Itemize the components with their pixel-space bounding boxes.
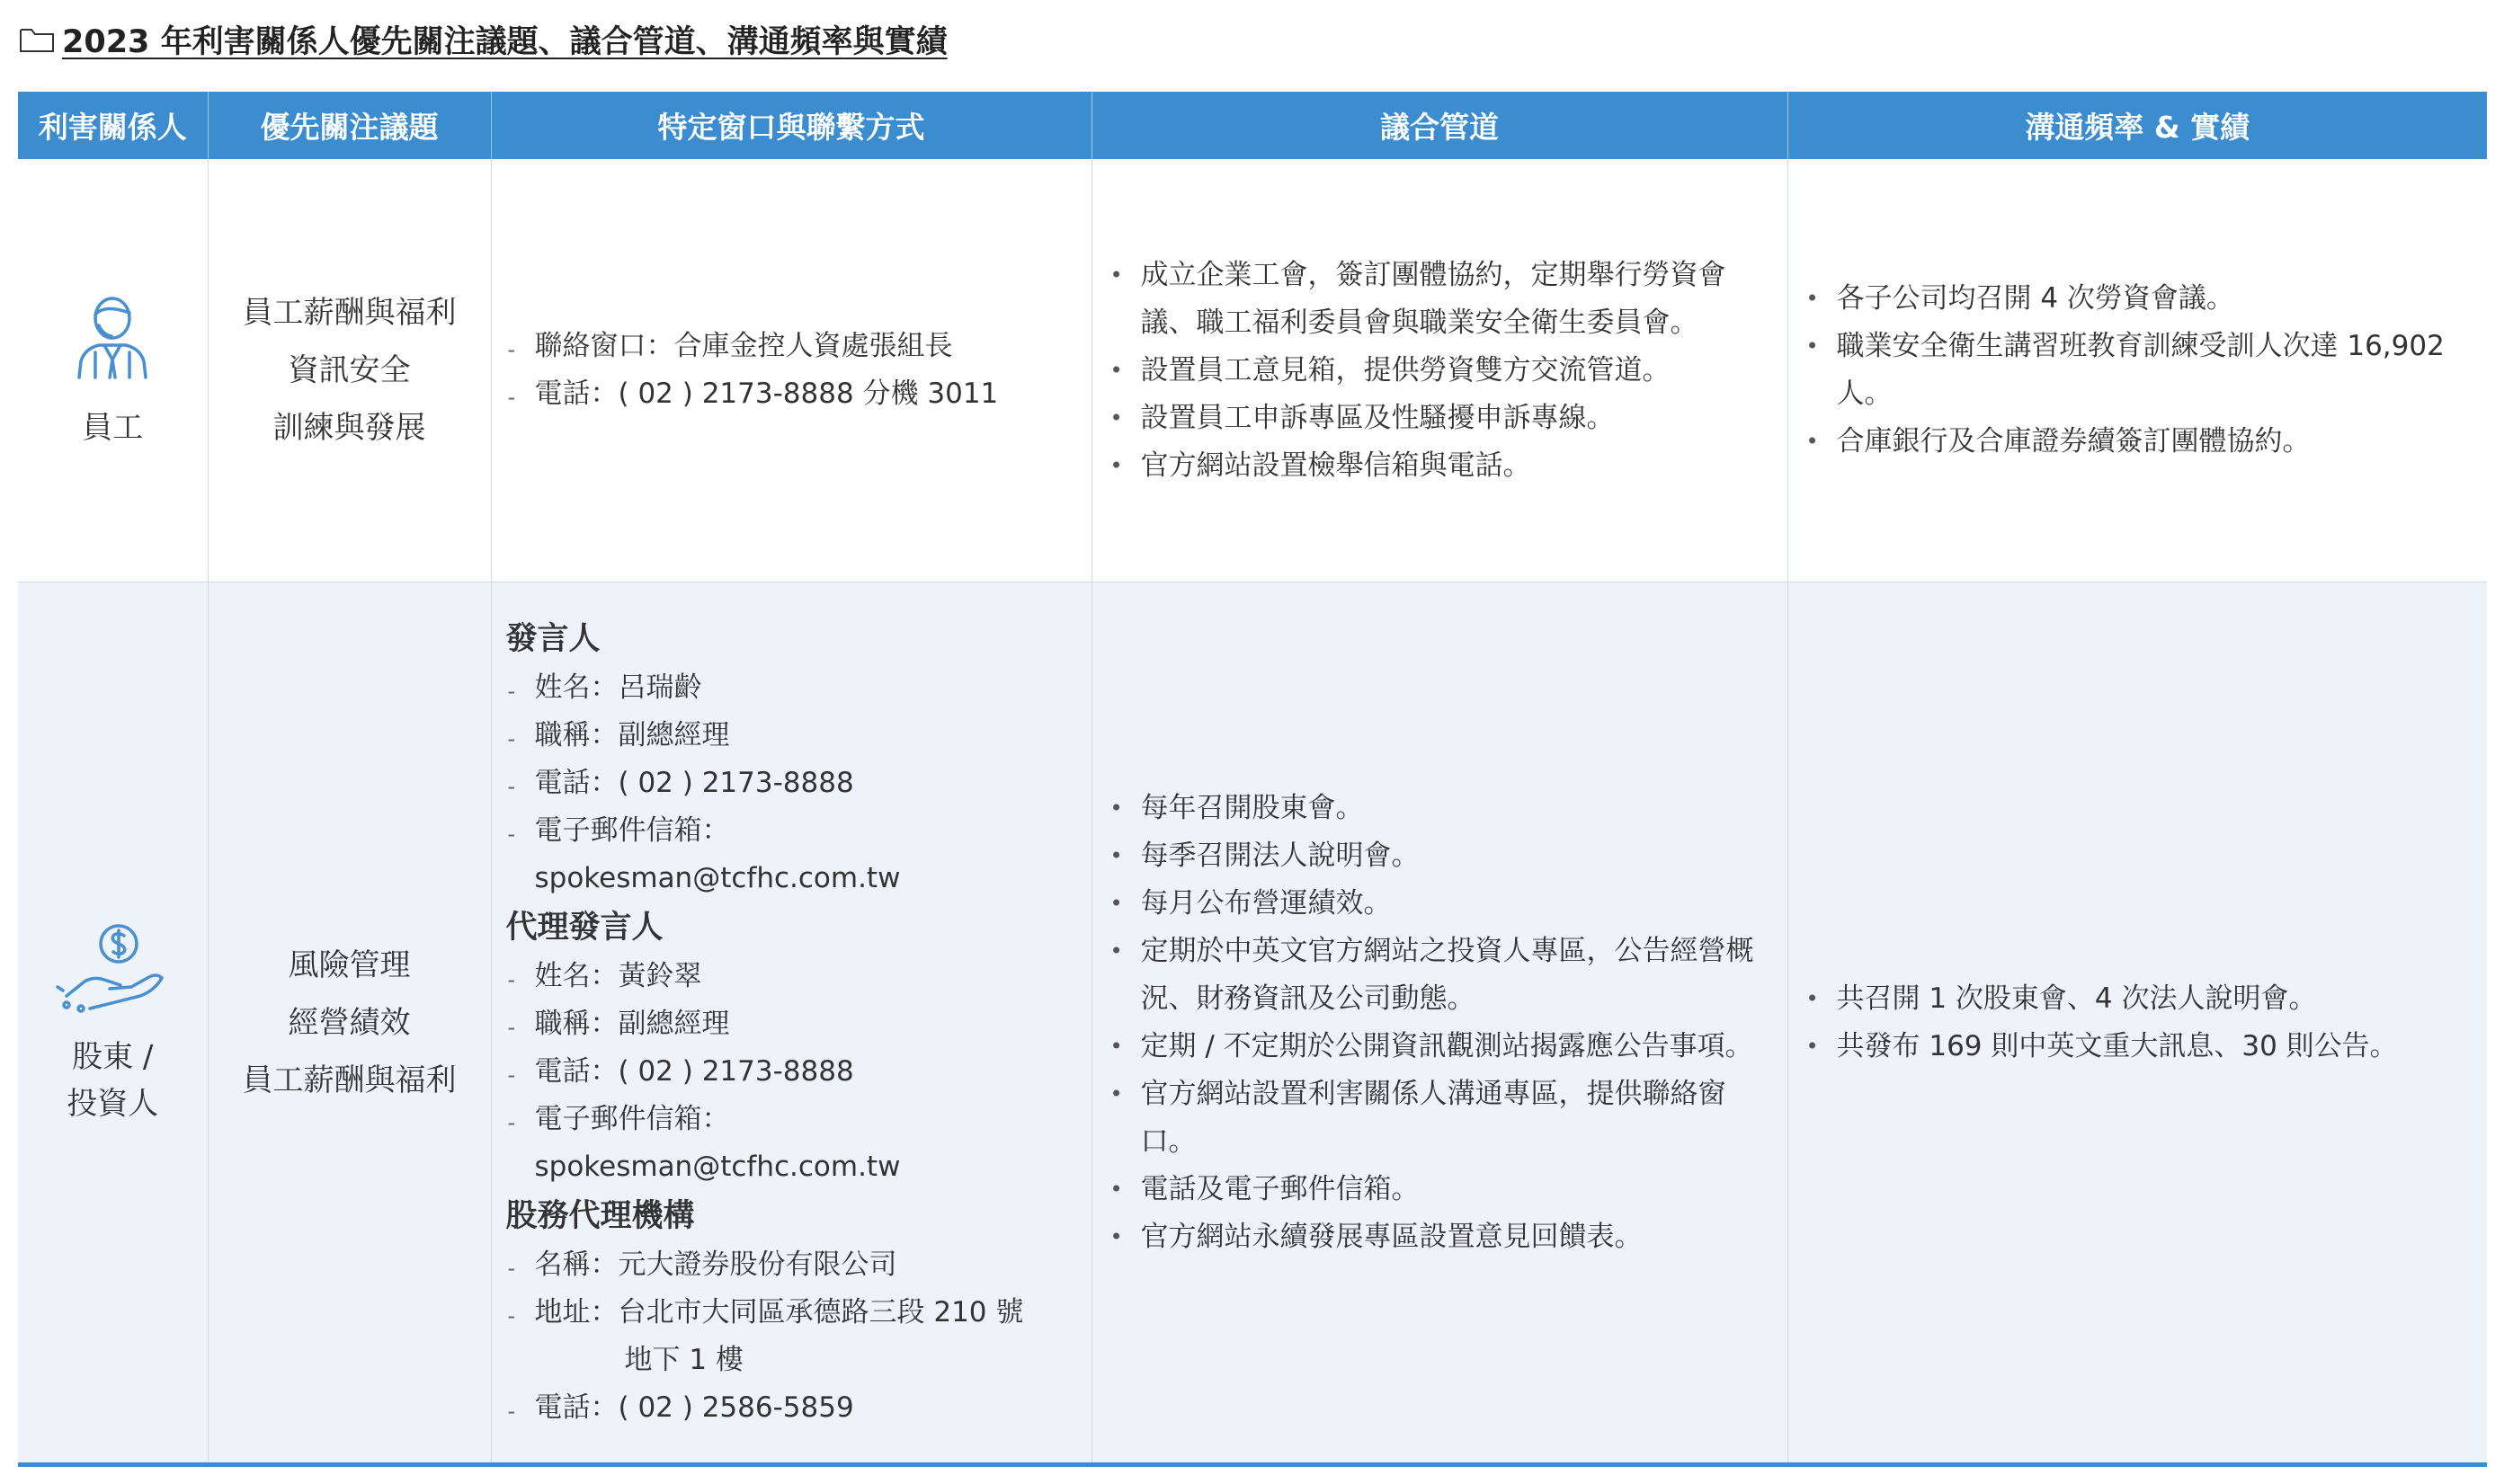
list-item: - 聯絡窗口：合庫金控人資處張組長 [506,323,1084,370]
topics-cell [208,159,491,582]
topic-item: 風險管理 [288,946,411,983]
stakeholder-name: 股東 / 投資人 [67,1038,159,1122]
stakeholder-name: 員工 [82,410,144,446]
channels-cell [1092,582,1787,1465]
contact-cell [491,159,1092,582]
results-cell [1787,159,2487,582]
channels-list [1107,252,1778,490]
topic-item: 員工薪酬與福利 [242,295,457,331]
title-row [19,16,948,63]
spokesperson-list [506,664,1084,902]
stakeholder-table [18,92,2487,1467]
contact-cell [491,582,1092,1465]
list-item: - 電子郵件信箱：spokesman@tcfhc.com.tw [506,1096,1084,1191]
list-item: - 職稱：副總經理 [506,712,1084,760]
topic-item: 經營績效 [288,1004,411,1041]
topic-item: 員工薪酬與福利 [242,1062,457,1098]
deputy-spokesperson-list [506,953,1084,1191]
list-item: • 共發布 169 則中英文重大訊息、30 則公告。 [1803,1023,2475,1071]
list-item: • 官方網站設置檢舉信箱與電話。 [1107,442,1778,490]
list-item: - 電話：( 02 ) 2173-8888 [506,1048,1084,1096]
header-contact: 特定窗口與聯繫方式 [491,92,1092,159]
topic-item: 資訊安全 [288,352,411,388]
list-item: • 每年召開股東會。 [1107,785,1778,832]
stock-agent-list [506,1241,1084,1432]
header-stakeholder: 利害關係人 [18,92,208,159]
list-item: - 電話：( 02 ) 2586-5859 [506,1384,1084,1432]
list-item: • 合庫銀行及合庫證券續簽訂團體協約。 [1803,418,2475,466]
page-title: 2023 年利害關係人優先關注議題、議合管道、溝通頻率與實績 [62,24,948,60]
stock-agent-heading: 股務代理機構 [505,1197,695,1234]
spokesperson-heading: 發言人 [505,620,601,657]
list-item: • 每月公布營運績效。 [1107,880,1778,928]
list-item: • 各子公司均召開 4 次勞資會議。 [1803,275,2475,323]
employee-icon [63,289,162,388]
header-priority-topics: 優先關注議題 [208,92,491,159]
stakeholder-cell [18,582,208,1465]
topics-cell [208,582,491,1465]
list-item: • 官方網站永續發展專區設置意見回饋表。 [1107,1213,1778,1261]
list-item: • 每季召開法人說明會。 [1107,832,1778,880]
results-cell [1787,582,2487,1465]
folder-icon [19,26,55,53]
investor-hand-coin-icon [54,919,171,1017]
table-row [18,582,2487,1465]
list-item: - 姓名：呂瑞齡 [506,664,1084,712]
table-header-row [18,92,2487,159]
list-item: • 定期於中英文官方網站之投資人專區，公告經營概況、財務資訊及公司動態。 [1107,928,1778,1023]
list-item: • 設置員工申訴專區及性騷擾申訴專線。 [1107,395,1778,442]
list-item: • 設置員工意見箱，提供勞資雙方交流管道。 [1107,347,1778,395]
contact-list [506,323,1084,418]
list-item: - 電話：( 02 ) 2173-8888 分機 3011 [506,370,1084,418]
topic-item: 訓練與發展 [272,410,426,446]
list-item: - 名稱：元大證券股份有限公司 [506,1241,1084,1289]
address-continuation: 地下 1 樓 [624,1343,744,1376]
deputy-spokesperson-heading: 代理發言人 [505,909,664,946]
list-item [506,1289,1084,1384]
address-line: 地址：台北市大同區承德路三段 210 號 [534,1295,1024,1328]
list-item: • 定期 / 不定期於公開資訊觀測站揭露應公告事項。 [1107,1023,1778,1071]
list-item: • 職業安全衛生講習班教育訓練受訓人次達 16,902 人。 [1803,323,2475,418]
header-channels: 議合管道 [1092,92,1787,159]
list-item: • 成立企業工會，簽訂團體協約，定期舉行勞資會議、職工福利委員會與職業安全衛生委員會。 [1107,252,1778,347]
results-list [1803,275,2475,466]
table-row [18,159,2487,582]
list-item: - 姓名：黃鈴翠 [506,953,1084,1000]
list-item: - 電子郵件信箱：spokesman@tcfhc.com.tw [506,807,1084,902]
list-item: - 職稱：副總經理 [506,1000,1084,1048]
header-frequency-results: 溝通頻率 & 實績 [1787,92,2487,159]
channels-list [1107,785,1778,1261]
list-item: • 官方網站設置利害關係人溝通專區，提供聯絡窗口。 [1107,1071,1778,1166]
list-item: • 共召開 1 次股東會、4 次法人說明會。 [1803,975,2475,1023]
stakeholder-cell [18,159,208,582]
channels-cell [1092,159,1787,582]
list-item: - 電話：( 02 ) 2173-8888 [506,760,1084,807]
list-item: • 電話及電子郵件信箱。 [1107,1166,1778,1213]
results-list [1803,975,2475,1071]
